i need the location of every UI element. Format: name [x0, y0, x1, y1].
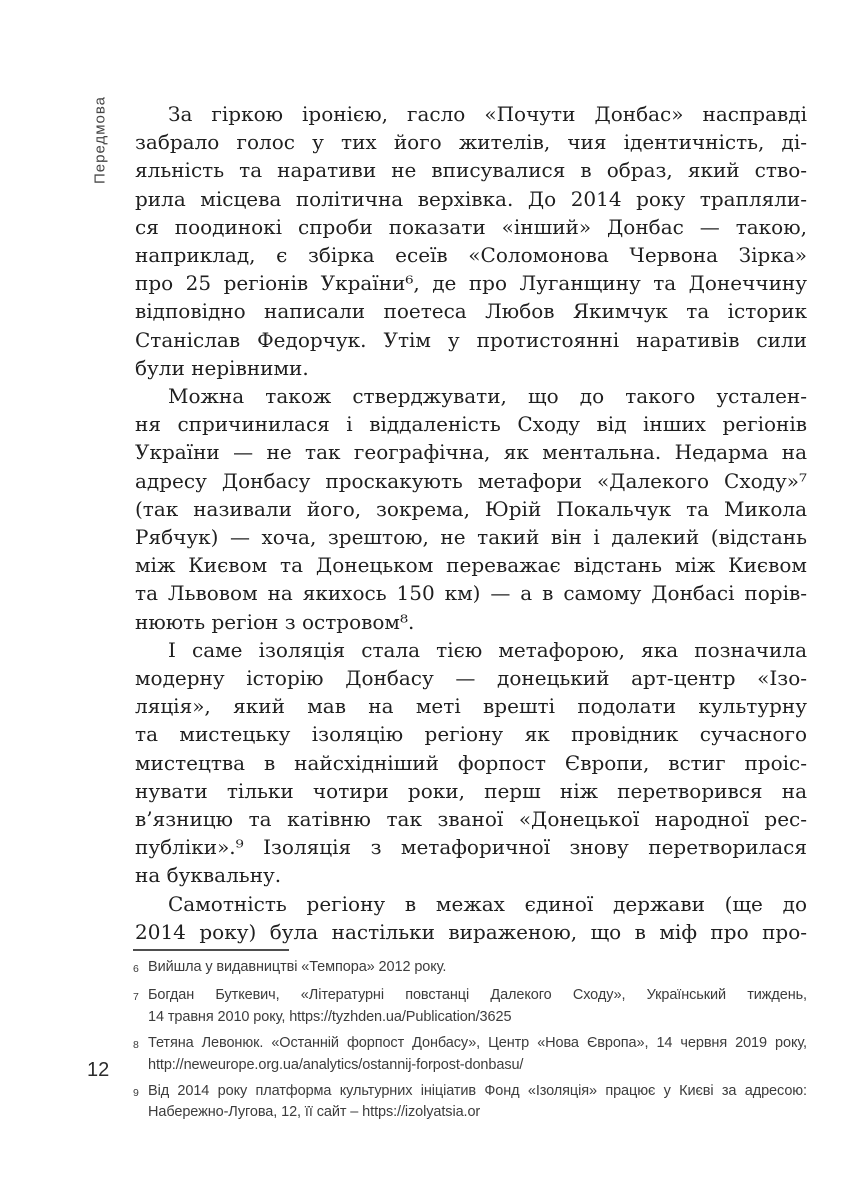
body-line: Самотність регіону в межах єдиної держави (ще до — [168, 891, 807, 916]
body-text-block — [135, 100, 807, 946]
body-line: нувати тільки чотири роки, перш ніж перетворився на — [135, 778, 807, 803]
body-line: нюють регіон з островом⁸. — [135, 609, 415, 634]
footnote-marker: 9 — [133, 1087, 139, 1100]
body-line: Станіслав Федорчук. Утім у протистоянні наративів сили — [135, 327, 807, 352]
page-number: 12 — [87, 1059, 110, 1081]
body-line: яльність та наративи не вписувалися в образ, який ство- — [135, 158, 807, 183]
footnote-line: Богдан Буткевич, «Літературні повстанці Далекого Сходу», Український тиждень, — [148, 987, 807, 1004]
body-line: на буквальну. — [135, 863, 282, 888]
body-line: забрало голос у тих його жителів, чия ідентичність, ді- — [135, 130, 807, 155]
paragraph — [135, 890, 807, 946]
footnote — [133, 1081, 807, 1124]
body-line: І саме ізоляція стала тією метафорою, яка позначила — [168, 637, 807, 662]
body-line: рила місцева політична верхівка. До 2014 року трапляли- — [135, 186, 807, 211]
footnote-line: Набережно-Лугова, 12, її сайт – https://izolyatsia.or — [148, 1104, 481, 1121]
body-line: (так називали його, зокрема, Юрій Покальчук та Микола — [135, 496, 807, 521]
body-line: ляція», який мав на меті врешті подолати культурну — [135, 694, 807, 719]
body-line: Можна також стверджувати, що до такого устален- — [168, 384, 807, 409]
footnote-line: Вийшла у видавництві «Темпора» 2012 року. — [148, 959, 447, 975]
body-line: про 25 регіонів України⁶, де про Луганщину та Донеччину — [135, 271, 807, 296]
body-line: модерну історію Донбасу — донецький арт-центр «Ізо- — [135, 666, 807, 691]
body-line: та мистецьку ізоляцію регіону як провідник сучасного — [135, 722, 807, 747]
body-line: між Києвом та Донецьком переважає відстань між Києвом — [135, 553, 807, 578]
body-line: адресу Донбасу проскакують метафори «Далекого Сходу»⁷ — [135, 468, 807, 493]
footnotes-block — [133, 957, 807, 1129]
footnote-line: Тетяна Левонюк. «Останній форпост Донбасу», Центр «Нова Європа», 14 червня 2019 року, — [148, 1035, 807, 1052]
body-line: ся поодинокі спроби показати «інший» Донбас — такою, — [135, 214, 807, 239]
body-line: публіки».⁹ Ізоляція з метафоричної знову перетворилася — [135, 835, 807, 860]
footnote — [133, 985, 807, 1028]
footnote-marker: 8 — [133, 1039, 139, 1052]
body-line: 2014 року) була настільки вираженою, що в міф про про- — [135, 919, 807, 944]
footnote-line: 14 травня 2010 року, https://tyzhden.ua/Publication/3625 — [148, 1008, 512, 1025]
footnote-line: http://neweurope.org.ua/analytics/ostannij-forpost-donbasu/ — [148, 1056, 524, 1073]
footnote — [133, 1033, 807, 1076]
footnote-separator — [133, 949, 289, 951]
body-line: та Львовом на якихось 150 км) — а в самому Донбасі порів- — [135, 581, 807, 606]
body-line: Рябчук) — хоча, зрештою, не такий він і далекий (відстань — [135, 525, 807, 550]
footnote — [133, 957, 807, 980]
footnote-line: Від 2014 року платформа культурних ініціатив Фонд «Ізоляція» працює у Києві за адресою: — [148, 1083, 807, 1100]
footnote-marker: 6 — [133, 963, 139, 975]
chapter-side-label: Передмова — [91, 95, 109, 185]
body-line: За гіркою іронією, гасло «Почути Донбас» насправді — [168, 102, 807, 126]
body-line: в’язницю та катівню так званої «Донецької народної рес- — [135, 807, 807, 832]
footnote-marker: 7 — [133, 991, 139, 1004]
body-line: відповідно написали поетеса Любов Якимчук та історик — [135, 299, 807, 324]
body-line: України — не так географічна, як ментальна. Недарма на — [135, 440, 807, 465]
paragraph — [135, 100, 807, 382]
paragraph — [135, 382, 807, 636]
body-line: ня спричинилася і віддаленість Сходу від інших регіонів — [135, 412, 807, 437]
body-line: наприклад, є збірка есеїв «Соломонова Червона Зірка» — [135, 243, 807, 268]
body-line: були нерівними. — [135, 355, 309, 380]
body-line: мистецтва в найсхідніший форпост Європи, встиг проіс- — [135, 750, 807, 775]
paragraph — [135, 636, 807, 890]
